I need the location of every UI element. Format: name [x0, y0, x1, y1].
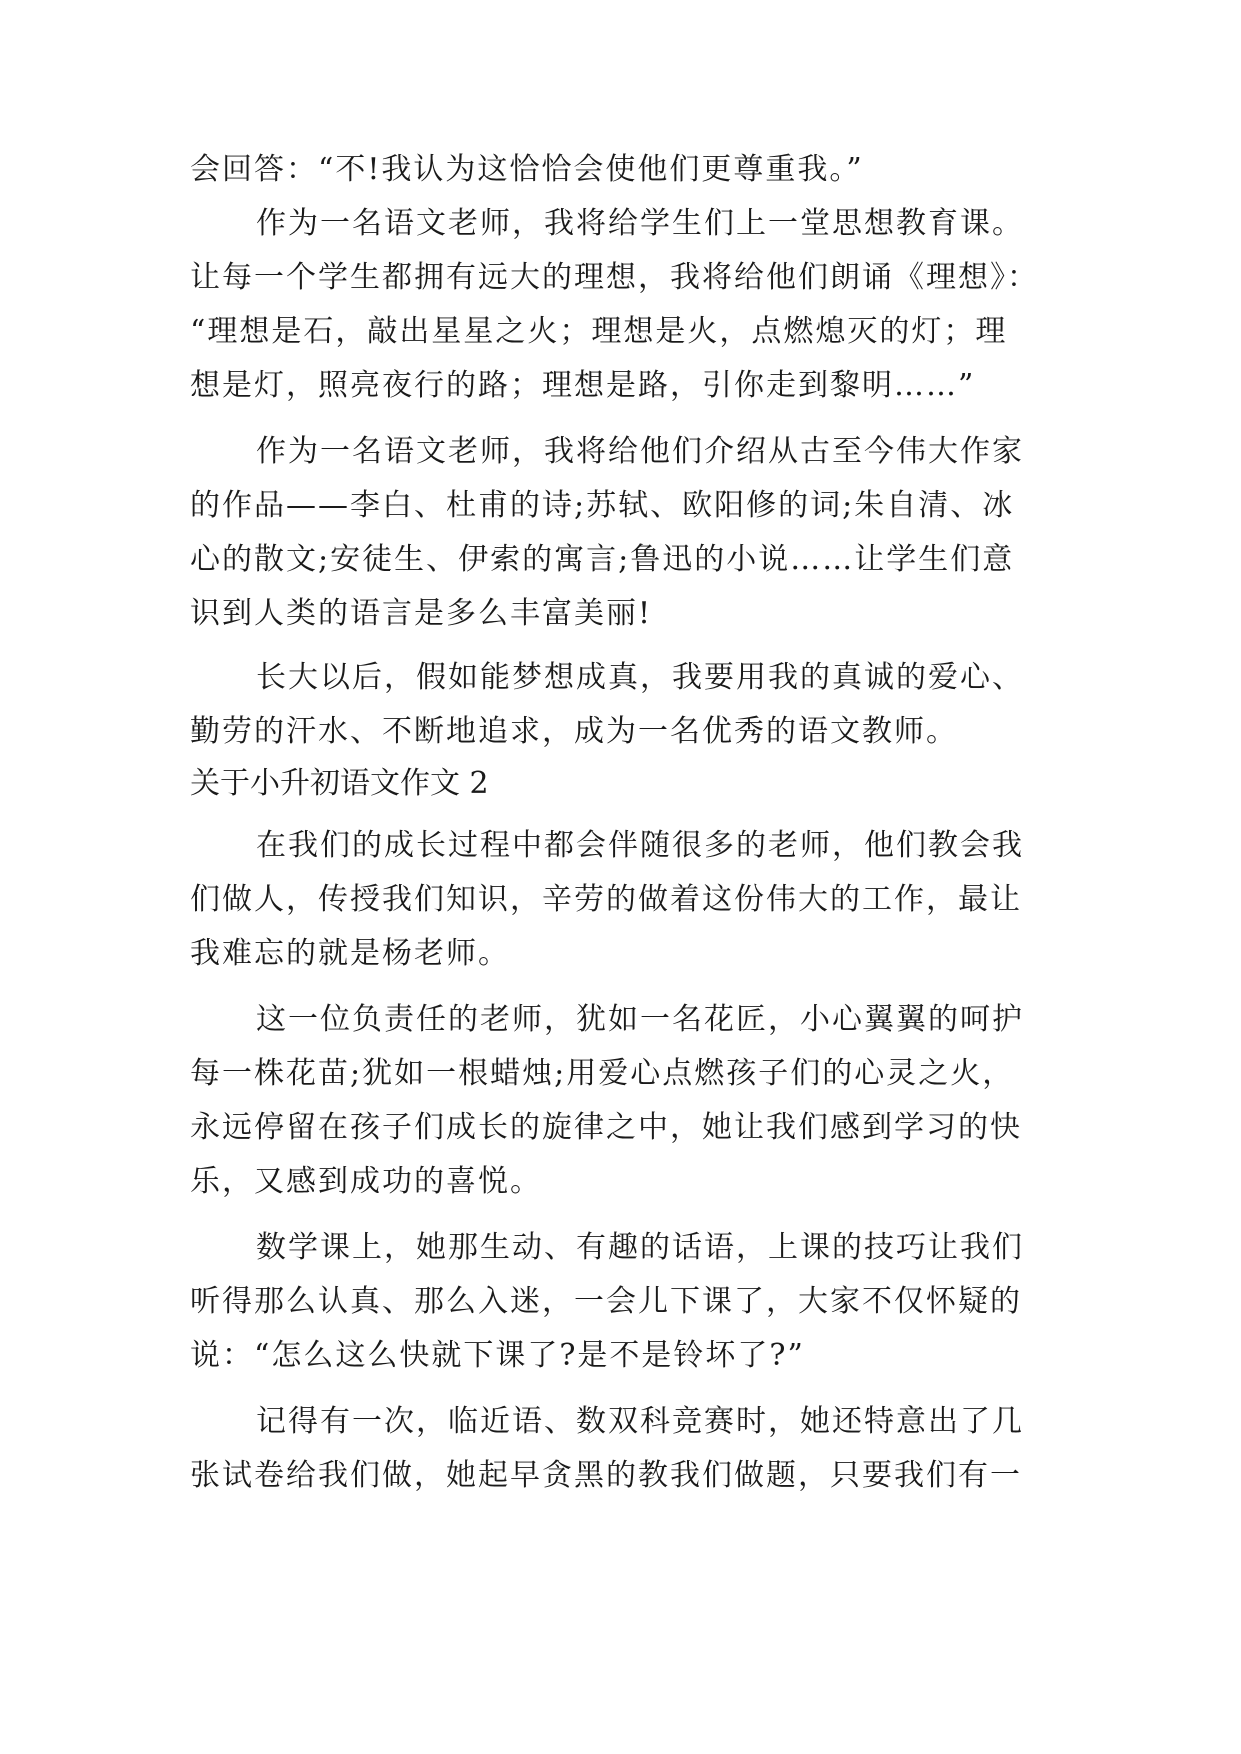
- text-line: 的作品——李白、杜甫的诗;苏轼、欧阳修的词;朱自清、冰: [190, 488, 1015, 523]
- text-line: 听得那么认真、那么入迷，一会儿下课了，大家不仅怀疑的: [190, 1284, 1022, 1319]
- text-line: 乐，又感到成功的喜悦。: [190, 1164, 542, 1199]
- paragraph-first-line: 作为一名语文老师，我将给学生们上一堂思想教育课。: [256, 206, 1024, 241]
- text-line: 想是灯，照亮夜行的路；理想是路，引你走到黎明……”: [190, 368, 976, 403]
- text-line: 让每一个学生都拥有远大的理想，我将给他们朗诵《理想》：: [190, 260, 1039, 295]
- text-line: 会回答：“不!我认为这恰恰会使他们更尊重我。”: [190, 152, 864, 187]
- text-line: 每一株花苗;犹如一根蜡烛;用爱心点燃孩子们的心灵之火，: [190, 1056, 1015, 1091]
- text-line: “理想是石，敲出星星之火；理想是火，点燃熄灭的灯；理: [190, 314, 1008, 349]
- paragraph-first-line: 作为一名语文老师，我将给他们介绍从古至今伟大作家: [256, 434, 1024, 469]
- text-line: 识到人类的语言是多么丰富美丽!: [190, 596, 653, 631]
- text-line: 说：“怎么这么快就下课了?是不是铃坏了?”: [190, 1338, 805, 1373]
- text-line: 们做人，传授我们知识，辛劳的做着这份伟大的工作，最让: [190, 882, 1022, 917]
- text-line: 心的散文;安徒生、伊索的寓言;鲁迅的小说……让学生们意: [190, 542, 1015, 577]
- paragraph-first-line: 记得有一次，临近语、数双科竞赛时，她还特意出了几: [256, 1404, 1024, 1439]
- text-line: 永远停留在孩子们成长的旋律之中，她让我们感到学习的快: [190, 1110, 1022, 1145]
- text-line: 我难忘的就是杨老师。: [190, 936, 510, 971]
- section-heading: 关于小升初语文作文 2: [190, 766, 489, 801]
- text-line: 勤劳的汗水、不断地追求，成为一名优秀的语文教师。: [190, 714, 958, 749]
- paragraph-first-line: 数学课上，她那生动、有趣的话语，上课的技巧让我们: [256, 1230, 1024, 1265]
- paragraph-first-line: 在我们的成长过程中都会伴随很多的老师，他们教会我: [256, 828, 1024, 863]
- paragraph-first-line: 长大以后，假如能梦想成真，我要用我的真诚的爱心、: [256, 660, 1024, 695]
- paragraph-first-line: 这一位负责任的老师，犹如一名花匠，小心翼翼的呵护: [256, 1002, 1024, 1037]
- text-line: 张试卷给我们做，她起早贪黑的教我们做题，只要我们有一: [190, 1458, 1022, 1493]
